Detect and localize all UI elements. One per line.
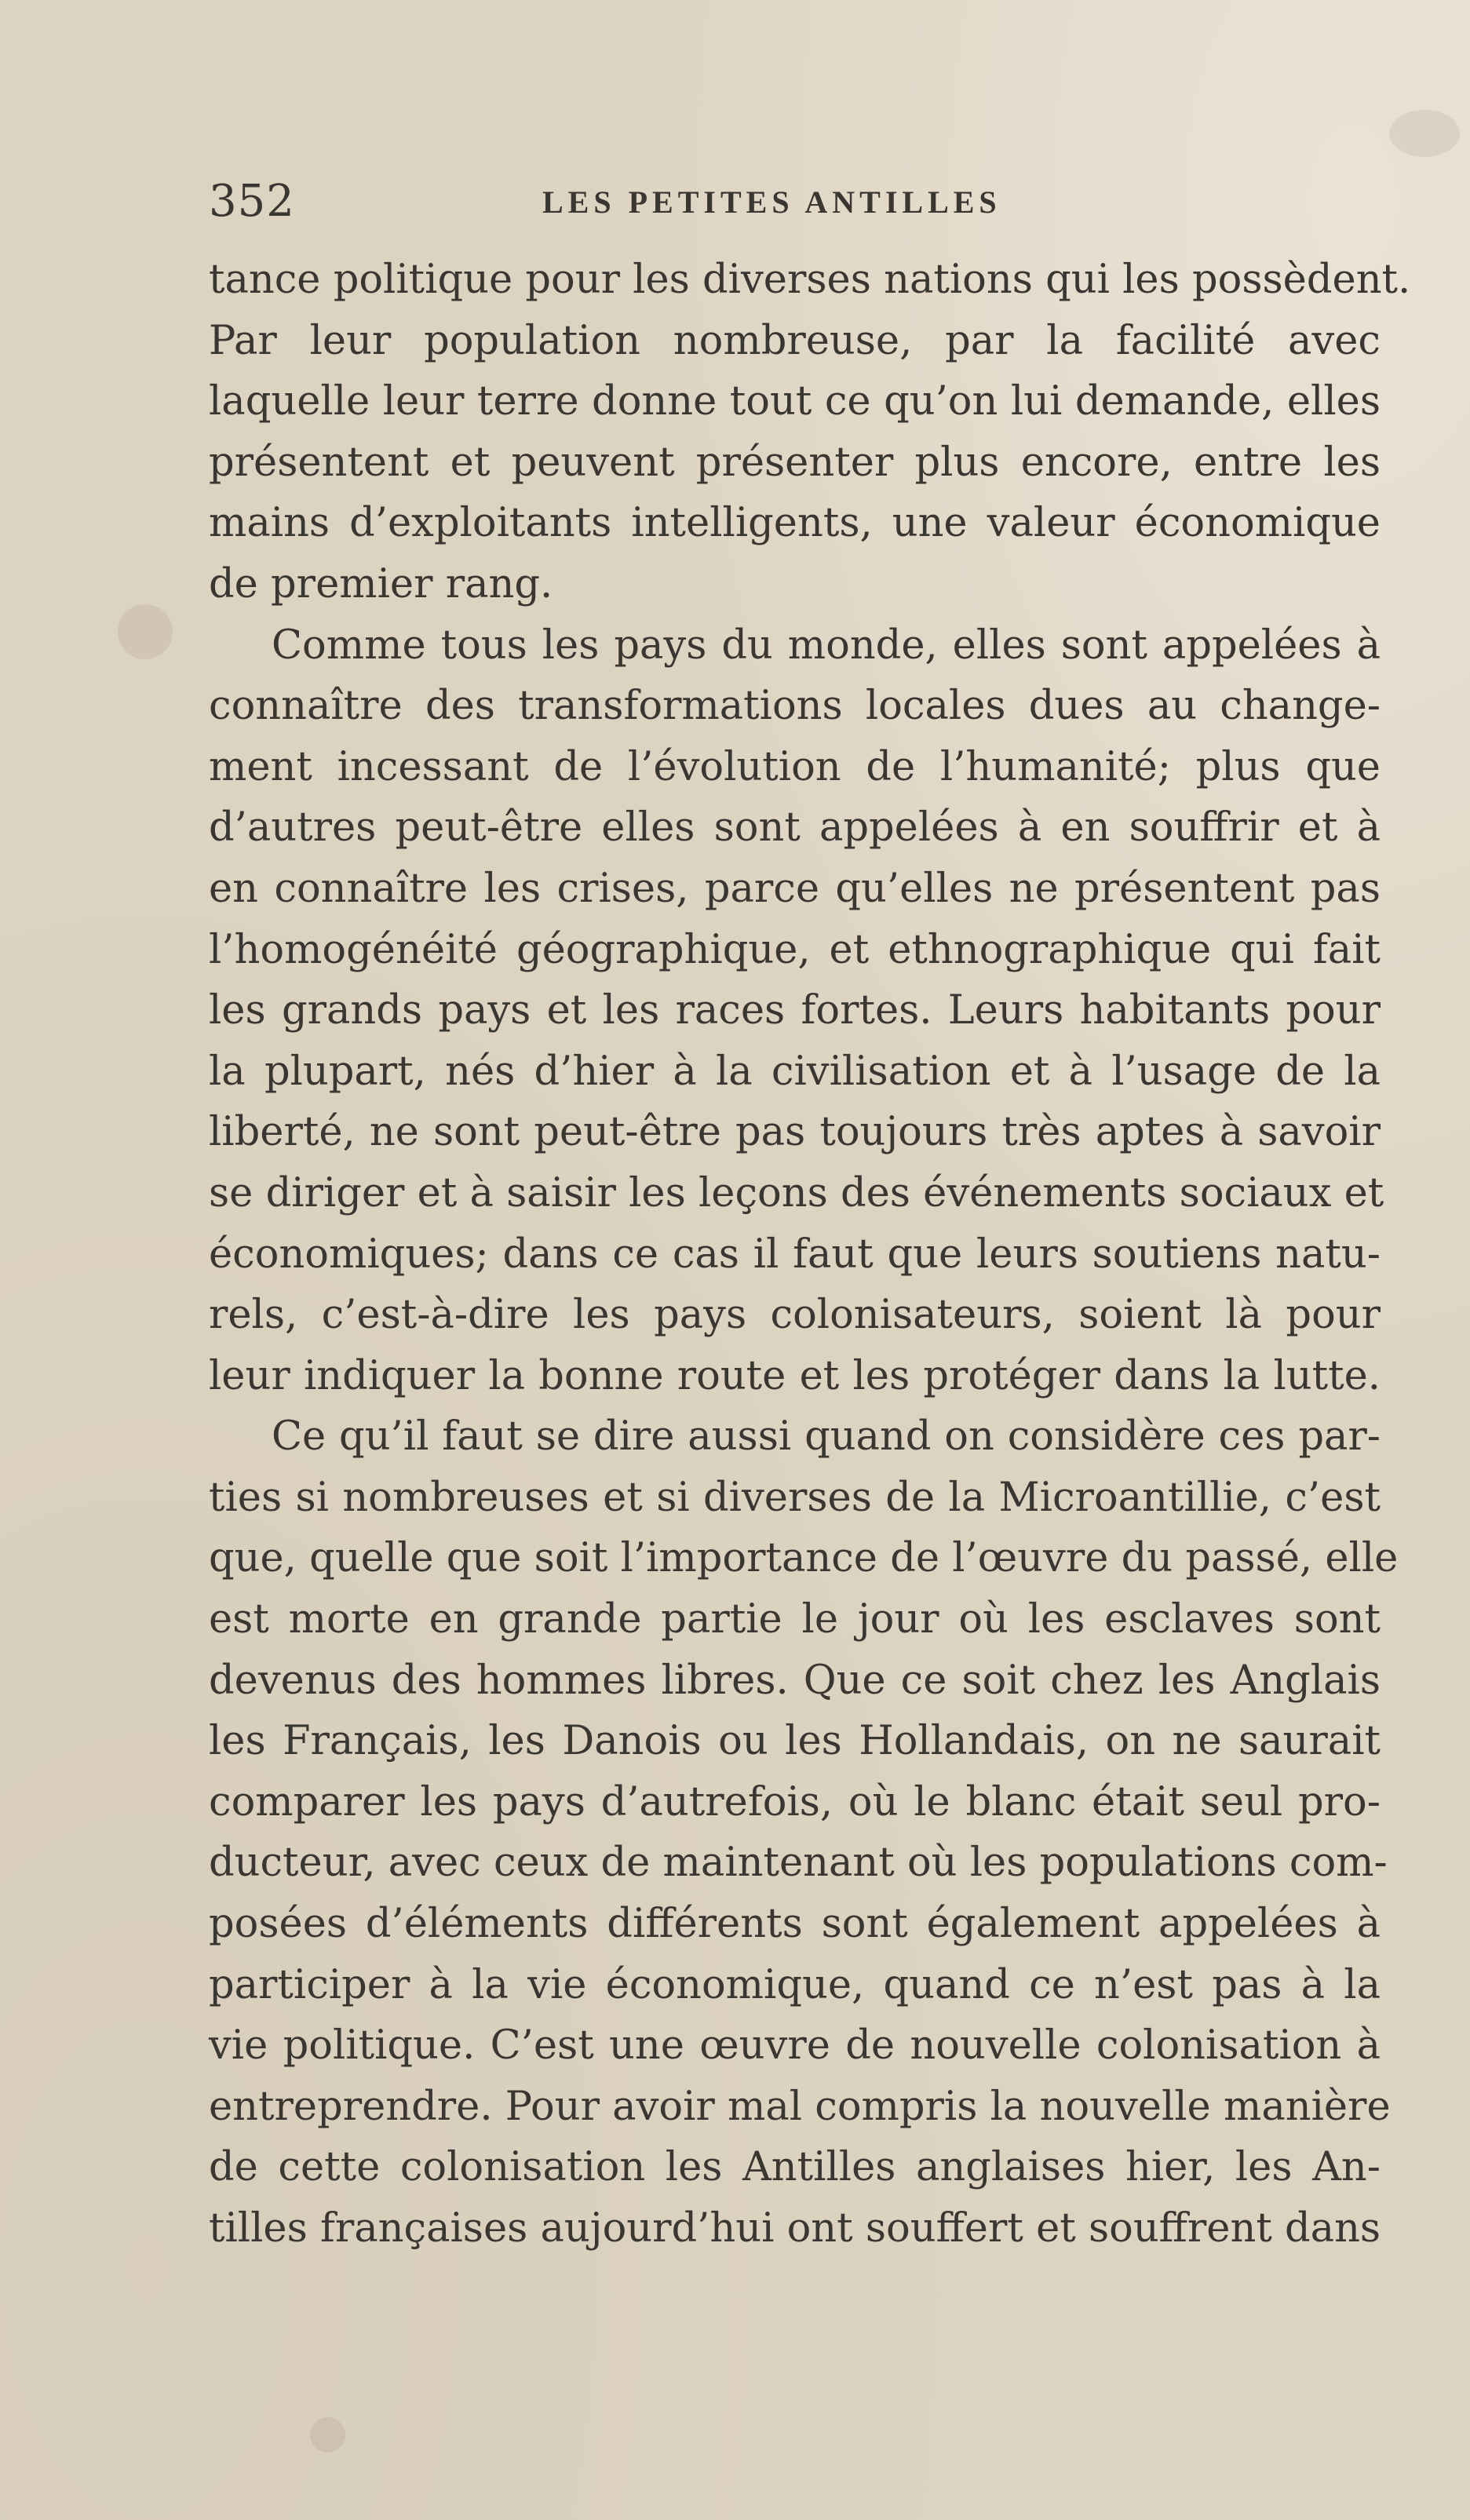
text-line: économiques; dans ce cas il faut que leurs soutiens natu- xyxy=(209,1231,1381,1278)
text-line: tance politique pour les diverses nations qui les possèdent. xyxy=(209,257,1411,303)
text-line: comparer les pays d’autrefois, où le blanc était seul pro- xyxy=(209,1778,1381,1825)
text-line: ties si nombreuses et si diverses de la Microantillie, c’est xyxy=(209,1474,1381,1521)
text-line: Comme tous les pays du monde, elles sont appelées à xyxy=(272,622,1381,669)
text-line: se diriger et à saisir les leçons des événements sociaux et xyxy=(209,1169,1384,1216)
paper-stain xyxy=(1389,110,1460,157)
text-line: laquelle leur terre donne tout ce qu’on lui demande, elles xyxy=(209,378,1381,425)
text-line: connaître des transformations locales dues au change- xyxy=(209,683,1381,730)
text-line: participer à la vie économique, quand ce n’est pas à la xyxy=(209,1961,1381,2008)
text-line: posées d’éléments différents sont également appelées à xyxy=(209,1901,1381,1948)
text-line: l’homogénéité géographique, et ethnographique qui fait xyxy=(209,926,1381,973)
text-line: ment incessant de l’évolution de l’humanité; plus que xyxy=(209,743,1381,790)
text-line: les Français, les Danois ou les Hollandais, on ne saurait xyxy=(209,1718,1381,1765)
text-line: entreprendre. Pour avoir mal compris la nouvelle manière xyxy=(209,2083,1391,2130)
text-line: ducteur, avec ceux de maintenant où les populations com- xyxy=(209,1840,1388,1887)
text-line: liberté, ne sont peut-être pas toujours très aptes à savoir xyxy=(209,1109,1381,1156)
text-line: tilles françaises aujourd’hui ont souffert et souffrent dans xyxy=(209,2205,1381,2252)
text-line: Par leur population nombreuse, par la facilité avec xyxy=(209,317,1381,364)
paper-stain xyxy=(118,604,173,659)
text-line: de cette colonisation les Antilles anglaises hier, les An- xyxy=(209,2144,1381,2191)
text-line: de premier rang. xyxy=(209,560,553,607)
text-line: Ce qu’il faut se dire aussi quand on considère ces par- xyxy=(272,1413,1381,1461)
text-line: en connaître les crises, parce qu’elles ne présentent pas xyxy=(209,865,1381,912)
text-line: leur indiquer la bonne route et les protéger dans la lutte. xyxy=(209,1352,1381,1399)
paper-stain xyxy=(310,2417,345,2453)
text-line: la plupart, nés d’hier à la civilisation et à l’usage de la xyxy=(209,1048,1381,1095)
text-line: est morte en grande partie le jour où les esclaves sont xyxy=(209,1596,1381,1643)
text-line: les grands pays et les races fortes. Leurs habitants pour xyxy=(209,987,1381,1034)
text-line: devenus des hommes libres. Que ce soit chez les Anglais xyxy=(209,1657,1381,1704)
body-text xyxy=(209,250,1411,2259)
text-line: d’autres peut-être elles sont appelées à en souffrir et à xyxy=(209,804,1381,852)
text-line: vie politique. C’est une œuvre de nouvelle colonisation à xyxy=(209,2022,1381,2070)
text-line: mains d’exploitants intelligents, une valeur économique xyxy=(209,500,1381,547)
text-line: que, quelle que soit l’importance de l’œuvre du passé, elle xyxy=(209,1535,1399,1582)
text-line: rels, c’est-à-dire les pays colonisateurs, soient là pour xyxy=(209,1292,1381,1339)
page-number: 352 xyxy=(209,176,295,227)
page-header xyxy=(209,174,1066,229)
running-title: LES PETITES ANTILLES xyxy=(542,184,1001,220)
text-line: présentent et peuvent présenter plus encore, entre les xyxy=(209,439,1381,486)
